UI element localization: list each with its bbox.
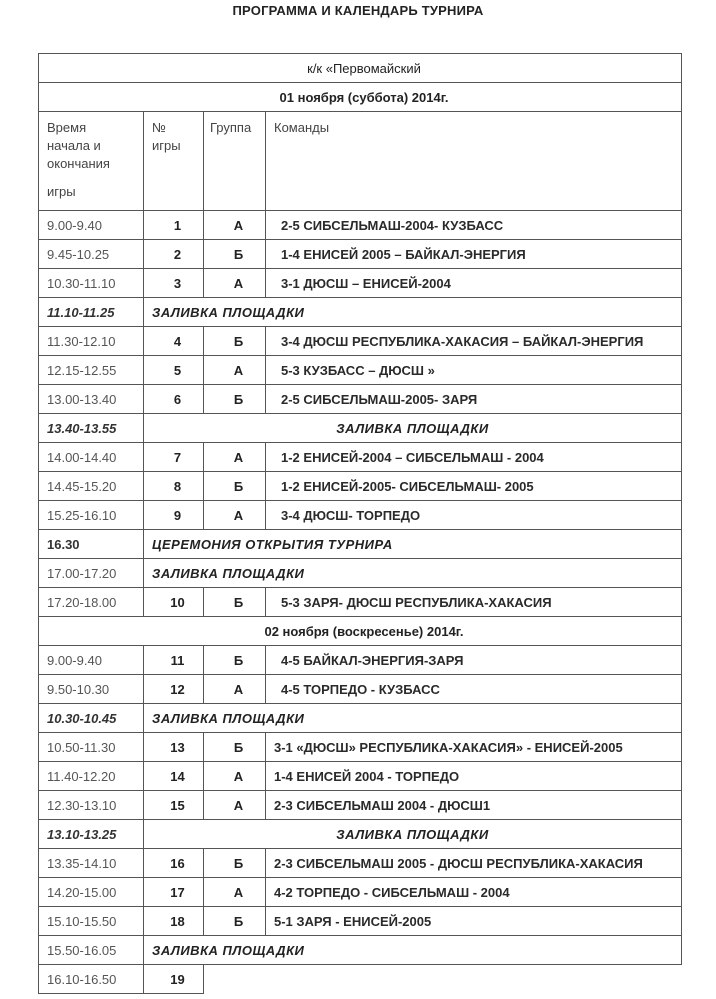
game-group: А — [204, 269, 266, 298]
ice-resurfacing-row — [39, 298, 682, 327]
pause-time: 11.10-11.25 — [39, 298, 144, 327]
schedule-table — [38, 53, 682, 994]
game-group: А — [204, 501, 266, 530]
game-row — [39, 211, 682, 240]
pause-label: ЗАЛИВКА ПЛОЩАДКИ — [144, 298, 682, 327]
page-title: ПРОГРАММА И КАЛЕНДАРЬ ТУРНИРА — [232, 3, 484, 18]
game-group: Б — [204, 646, 266, 675]
game-group: А — [204, 356, 266, 385]
game-teams: 1-2 ЕНИСЕЙ-2004 – СИБСЕЛЬМАШ - 2004 — [266, 443, 682, 472]
header-time — [39, 112, 144, 211]
pause-label: ЗАЛИВКА ПЛОЩАДКИ — [144, 559, 682, 588]
game-row — [39, 907, 682, 936]
game-teams: 3-1 «ДЮСШ» РЕСПУБЛИКА-ХАКАСИЯ» - ЕНИСЕЙ-2005 — [266, 733, 682, 762]
game-time: 11.40-12.20 — [39, 762, 144, 791]
pause-label: ЗАЛИВКА ПЛОЩАДКИ — [144, 704, 682, 733]
game-time: 13.00-13.40 — [39, 385, 144, 414]
game-row — [39, 443, 682, 472]
game-row — [39, 588, 682, 617]
game-teams: 3-1 ДЮСШ – ЕНИСЕЙ-2004 — [266, 269, 682, 298]
ice-resurfacing-row — [39, 936, 682, 965]
game-row — [39, 675, 682, 704]
game-time: 9.45-10.25 — [39, 240, 144, 269]
game-row — [39, 356, 682, 385]
header-time-line: Время — [47, 120, 87, 135]
empty-cell — [204, 965, 266, 994]
game-group: А — [204, 443, 266, 472]
game-teams: 1-4 ЕНИСЕЙ 2004 - ТОРПЕДО — [266, 762, 682, 791]
game-time: 9.00-9.40 — [39, 646, 144, 675]
game-group: Б — [204, 588, 266, 617]
game-row — [39, 791, 682, 820]
header-num-line: игры — [152, 138, 181, 153]
game-row — [39, 501, 682, 530]
game-teams: 2-3 СИБСЕЛЬМАШ 2005 - ДЮСШ РЕСПУБЛИКА-ХАКАСИЯ — [266, 849, 682, 878]
schedule-body — [39, 54, 682, 994]
pause-time: 17.00-17.20 — [39, 559, 144, 588]
game-teams: 3-4 ДЮСШ РЕСПУБЛИКА-ХАКАСИЯ – БАЙКАЛ-ЭНЕРГИЯ — [266, 327, 682, 356]
game-time: 10.50-11.30 — [39, 733, 144, 762]
game-row — [39, 762, 682, 791]
game-time: 11.30-12.10 — [39, 327, 144, 356]
ceremony-label: ЦЕРЕМОНИЯ ОТКРЫТИЯ ТУРНИРА — [144, 530, 682, 559]
game-group: Б — [204, 849, 266, 878]
game-group: Б — [204, 327, 266, 356]
game-teams: 2-5 СИБСЕЛЬМАШ-2005- ЗАРЯ — [266, 385, 682, 414]
game-group: Б — [204, 385, 266, 414]
game-time: 14.20-15.00 — [39, 878, 144, 907]
game-group: А — [204, 878, 266, 907]
ice-resurfacing-row — [39, 414, 682, 443]
game-teams: 3-4 ДЮСШ- ТОРПЕДО — [266, 501, 682, 530]
header-time-line: начала и — [47, 138, 101, 153]
game-time: 14.00-14.40 — [39, 443, 144, 472]
game-number: 5 — [144, 356, 204, 385]
game-group: Б — [204, 733, 266, 762]
day-row — [39, 83, 682, 112]
ice-resurfacing-row — [39, 704, 682, 733]
game-group: Б — [204, 240, 266, 269]
pause-time: 10.30-10.45 — [39, 704, 144, 733]
game-row — [39, 327, 682, 356]
game-row — [39, 240, 682, 269]
game-teams: 4-5 ТОРПЕДО - КУЗБАСС — [266, 675, 682, 704]
game-group: А — [204, 791, 266, 820]
game-row — [39, 878, 682, 907]
day-row — [39, 617, 682, 646]
game-time: 12.30-13.10 — [39, 791, 144, 820]
header-group: Группа — [204, 112, 266, 211]
ice-resurfacing-row — [39, 820, 682, 849]
game-time: 10.30-11.10 — [39, 269, 144, 298]
column-header-row — [39, 112, 682, 211]
header-time-line: окончания — [47, 156, 110, 171]
day-cell: 01 ноября (суббота) 2014г. — [39, 83, 682, 112]
ceremony-time: 16.30 — [39, 530, 144, 559]
game-number: 9 — [144, 501, 204, 530]
game-group: А — [204, 675, 266, 704]
game-row — [39, 646, 682, 675]
pause-time: 15.50-16.05 — [39, 936, 144, 965]
game-teams: 4-5 БАЙКАЛ-ЭНЕРГИЯ-ЗАРЯ — [266, 646, 682, 675]
game-number: 10 — [144, 588, 204, 617]
game-number: 3 — [144, 269, 204, 298]
header-teams: Команды — [266, 112, 682, 211]
game-group: А — [204, 762, 266, 791]
game-row — [39, 269, 682, 298]
pause-label: ЗАЛИВКА ПЛОЩАДКИ — [144, 414, 682, 443]
game-row — [39, 472, 682, 501]
game-time: 14.45-15.20 — [39, 472, 144, 501]
day-cell: 02 ноября (воскресенье) 2014г. — [39, 617, 682, 646]
game-number: 17 — [144, 878, 204, 907]
game-teams: 1-2 ЕНИСЕЙ-2005- СИБСЕЛЬМАШ- 2005 — [266, 472, 682, 501]
game-group: А — [204, 211, 266, 240]
game-time: 12.15-12.55 — [39, 356, 144, 385]
game-number: 13 — [144, 733, 204, 762]
header-time-line: игры — [47, 184, 76, 199]
game-group: Б — [204, 907, 266, 936]
game-row — [39, 733, 682, 762]
game-teams: 2-3 СИБСЕЛЬМАШ 2004 - ДЮСШ1 — [266, 791, 682, 820]
pause-time: 13.10-13.25 — [39, 820, 144, 849]
game-teams: 2-5 СИБСЕЛЬМАШ-2004- КУЗБАСС — [266, 211, 682, 240]
game-number: 6 — [144, 385, 204, 414]
header-num — [144, 112, 204, 211]
venue-row — [39, 54, 682, 83]
game-time: 9.00-9.40 — [39, 211, 144, 240]
game-time: 17.20-18.00 — [39, 588, 144, 617]
game-number: 8 — [144, 472, 204, 501]
game-number: 18 — [144, 907, 204, 936]
game-number: 12 — [144, 675, 204, 704]
ice-resurfacing-row — [39, 559, 682, 588]
game-number: 4 — [144, 327, 204, 356]
game-number: 14 — [144, 762, 204, 791]
game-time: 13.35-14.10 — [39, 849, 144, 878]
game-teams: 4-2 ТОРПЕДО - СИБСЕЛЬМАШ - 2004 — [266, 878, 682, 907]
pause-label: ЗАЛИВКА ПЛОЩАДКИ — [144, 936, 682, 965]
ceremony-row — [39, 530, 682, 559]
game-row — [39, 965, 682, 994]
game-number: 15 — [144, 791, 204, 820]
game-row — [39, 385, 682, 414]
game-row — [39, 849, 682, 878]
empty-cell — [266, 965, 682, 994]
game-teams: 1-4 ЕНИСЕЙ 2005 – БАЙКАЛ-ЭНЕРГИЯ — [266, 240, 682, 269]
pause-time: 13.40-13.55 — [39, 414, 144, 443]
game-teams: 5-3 ЗАРЯ- ДЮСШ РЕСПУБЛИКА-ХАКАСИЯ — [266, 588, 682, 617]
game-teams: 5-3 КУЗБАСС – ДЮСШ » — [266, 356, 682, 385]
game-teams: 5-1 ЗАРЯ - ЕНИСЕЙ-2005 — [266, 907, 682, 936]
game-time: 16.10-16.50 — [39, 965, 144, 994]
game-number: 2 — [144, 240, 204, 269]
game-time: 9.50-10.30 — [39, 675, 144, 704]
game-time: 15.25-16.10 — [39, 501, 144, 530]
venue-cell: к/к «Первомайский — [39, 54, 682, 83]
game-time: 15.10-15.50 — [39, 907, 144, 936]
game-number: 1 — [144, 211, 204, 240]
game-group: Б — [204, 472, 266, 501]
header-num-line: № — [152, 120, 166, 135]
pause-label: ЗАЛИВКА ПЛОЩАДКИ — [144, 820, 682, 849]
game-number: 16 — [144, 849, 204, 878]
game-number: 11 — [144, 646, 204, 675]
game-number: 19 — [144, 965, 204, 994]
game-number: 7 — [144, 443, 204, 472]
